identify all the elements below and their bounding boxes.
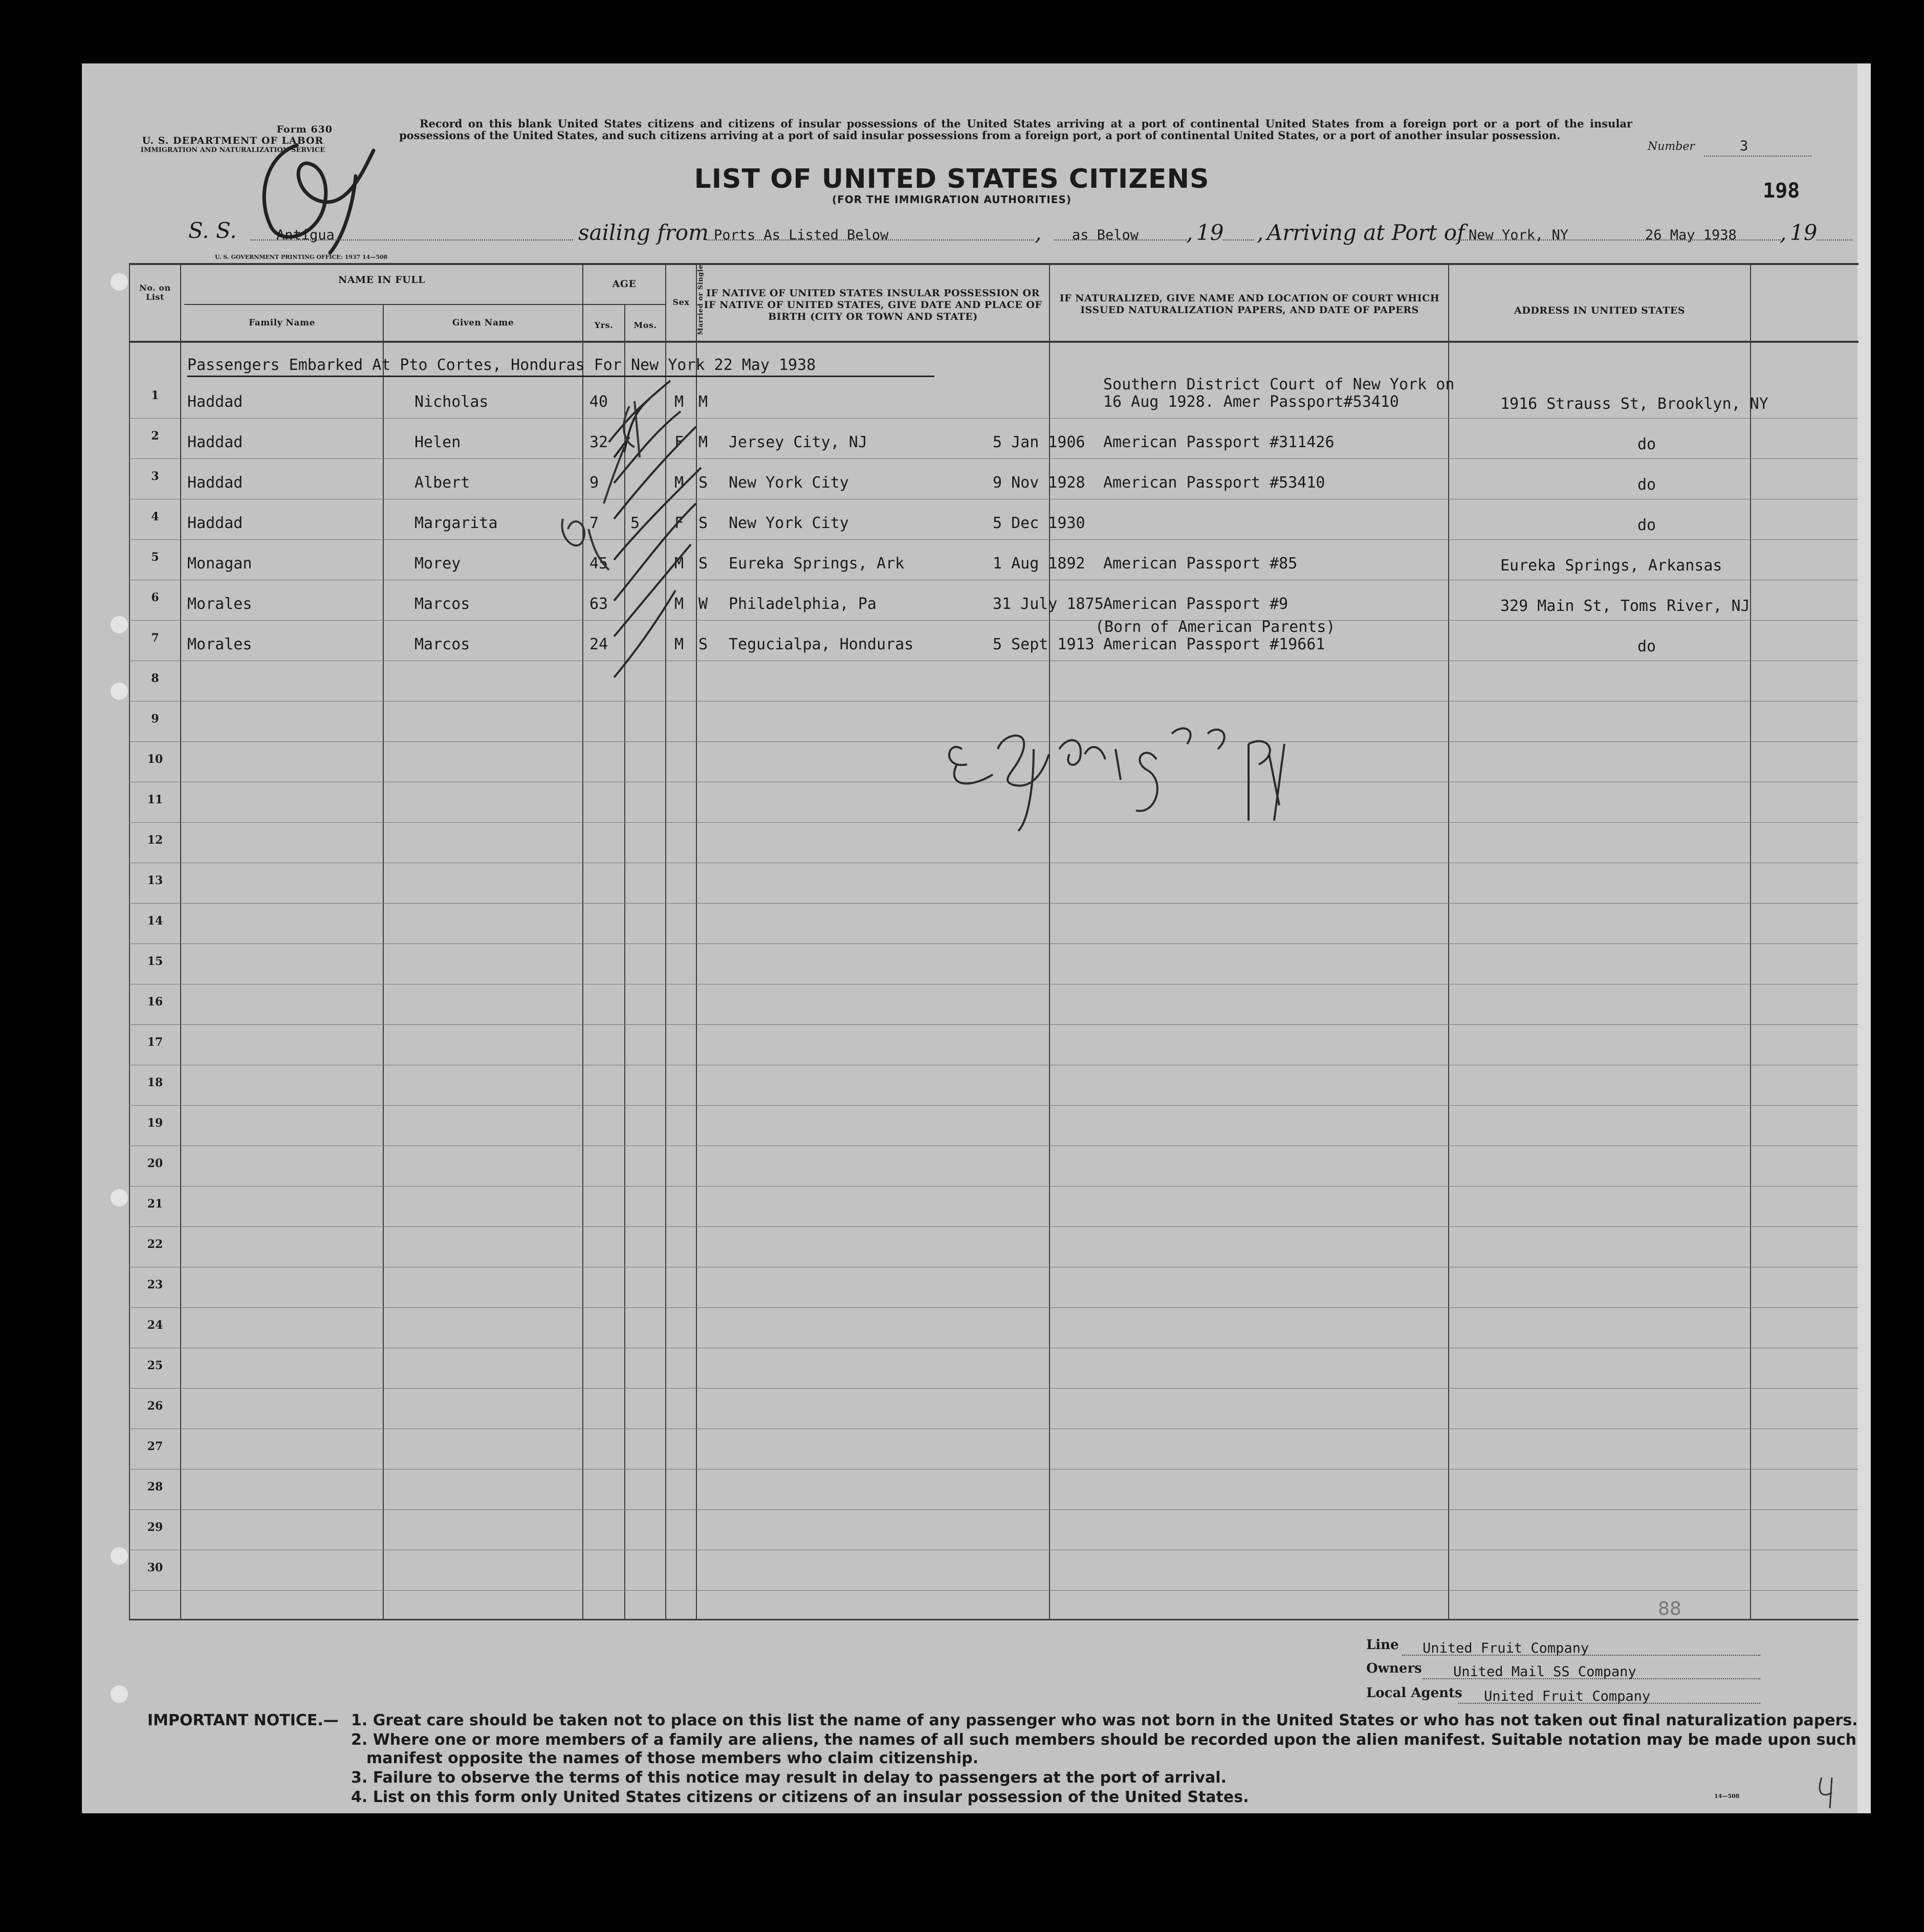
table-top-rule <box>129 263 1859 265</box>
year-label-1: 19 <box>1196 220 1224 245</box>
marital-status: W <box>698 595 708 613</box>
row-number: 21 <box>147 1197 163 1211</box>
family-name: Morales <box>187 595 252 613</box>
col-birth: IF NATIVE OF UNITED STATES INSULAR POSSESSION OR IF NATIVE OF UNITED STATES, GIVE DATE AND PLACE OF BIRTH (CITY OR TOWN AND STATE) <box>704 288 1042 322</box>
row-number: 18 <box>147 1076 163 1089</box>
line-value: United Fruit Company <box>1423 1640 1589 1656</box>
naturalization-papers: American Passport #19661 <box>1103 635 1325 653</box>
naturalization-papers: American Passport #53410 <box>1103 474 1325 492</box>
notice-2b: manifest opposite the names of those members who claim citizenship. <box>366 1749 979 1767</box>
section-heading: Passengers Embarked At Pto Cortes, Honduras For New York 22 May 1938 <box>187 356 816 374</box>
birth-place: New York City <box>729 474 849 492</box>
agents-label: Local Agents <box>1366 1685 1462 1701</box>
instructions: Record on this blank United States citizens and citizens of insular possessions of the United States arriving at a port of continental United States from a foreign port or a port of the insular possessions of the United States, and such citizens arriving at a port of said insular possessions from a foreign port, a port of continental United States, or a port of another insular possession. <box>399 117 1632 142</box>
punch-hole <box>111 1547 128 1565</box>
row-number: 9 <box>151 712 159 726</box>
given-name: Margarita <box>414 514 498 532</box>
year-line-1 <box>1223 239 1254 240</box>
service: IMMIGRATION AND NATURALIZATION SERVICE <box>140 146 325 154</box>
page-title: LIST OF UNITED STATES CITIZENS <box>694 164 1210 194</box>
owners-value: United Mail SS Company <box>1453 1664 1636 1680</box>
notice-2a: 2. Where one or more members of a family are aliens, the names of all such members should be recorded upon the alien manifest. Suitable notation may be made upon such <box>351 1731 1857 1749</box>
row-number: 28 <box>147 1480 163 1494</box>
age-months: 5 <box>630 514 640 532</box>
row-rule <box>129 1024 1859 1025</box>
age-years: 7 <box>589 514 599 532</box>
row-number: 15 <box>147 955 163 968</box>
row-number: 22 <box>147 1238 163 1251</box>
given-name: Nicholas <box>414 393 489 411</box>
birth-place: Jersey City, NJ <box>729 433 867 451</box>
age-years: 63 <box>589 595 608 613</box>
ports-value: Ports As Listed Below <box>714 227 889 243</box>
marital-status: S <box>698 635 708 653</box>
sailing-label: sailing from <box>578 220 709 245</box>
row-number: 1 <box>151 389 159 402</box>
table-bottom-rule <box>129 1619 1859 1620</box>
row-rule <box>129 418 1859 419</box>
number-line <box>1704 156 1811 157</box>
row-number: 20 <box>147 1157 163 1170</box>
marital-status: S <box>698 555 708 573</box>
col-yrs: Yrs. <box>594 320 614 330</box>
form-number: Form 630 <box>276 124 333 135</box>
naturalization-papers: American Passport #9 <box>1103 595 1288 613</box>
naturalization-papers: American Passport #311426 <box>1103 433 1335 451</box>
col-sex: Sex <box>672 297 690 307</box>
col-given-name: Given Name <box>452 318 514 328</box>
arrival-date: 26 May 1938 <box>1645 227 1737 243</box>
address: Eureka Springs, Arkansas <box>1500 557 1722 575</box>
birth-place: New York City <box>729 514 849 532</box>
birth-place: Philadelphia, Pa <box>729 595 877 613</box>
row-number: 2 <box>151 429 159 443</box>
birth-date: 5 Dec 1930 <box>993 514 1085 532</box>
handwritten-page-mark <box>1811 1772 1842 1813</box>
row-number: 5 <box>151 551 159 564</box>
address: do <box>1637 516 1656 534</box>
marital-status: S <box>698 514 708 532</box>
sex: M <box>674 635 684 653</box>
given-name: Helen <box>414 433 461 451</box>
row-number: 10 <box>147 753 163 766</box>
arrival-port: New York, NY <box>1469 227 1569 243</box>
row-rule <box>129 1590 1859 1591</box>
year-label-2: 19 <box>1790 220 1818 245</box>
notice-heading: IMPORTANT NOTICE.— <box>147 1711 339 1729</box>
birth-place: Eureka Springs, Ark <box>729 555 905 573</box>
given-name: Marcos <box>414 595 470 613</box>
family-name: Morales <box>187 635 252 653</box>
table-header-rule <box>129 341 1859 343</box>
row-number: 11 <box>147 793 163 806</box>
page-subtitle: (FOR THE IMMIGRATION AUTHORITIES) <box>832 193 1072 206</box>
row-rule <box>129 1186 1859 1187</box>
row-number: 27 <box>147 1440 163 1453</box>
stamp-number: 88 <box>1658 1598 1681 1619</box>
sex: M <box>674 555 684 573</box>
family-name: Haddad <box>187 514 243 532</box>
naturalization-papers: 16 Aug 1928. Amer Passport#53410 <box>1103 393 1399 411</box>
birth-date: 5 Jan 1906 <box>993 433 1085 451</box>
age-years: 45 <box>589 555 608 573</box>
birth-date: 31 July 1875 <box>993 595 1104 613</box>
row-rule <box>129 1105 1859 1106</box>
manifest-sheet: Form 630 U. S. DEPARTMENT OF LABOR IMMIGRATION AND NATURALIZATION SERVICE Record on this blank United States citizens and citizens of insular possessions of the United States arriving at a port of continental United States from a foreign port or a port of the insular possessions of the United States, and such citizens arriving at a port of said insular possessions from a foreign port, a port of continental United States, or a port of another insular possession. Number 3 198 LIST OF UNITED STATES CITIZENS (FOR THE IMMIGRATION AUTHORITIES) S. S. Antigua sailing from Ports As Listed Below , as Below , 19 , Arriving at Port of New York, NY 26 May 1938 , 19 U. S. GOVERNMENT PRINTING OFFICE: 1937 14—508 No. on List NAME IN FULL Family Name Given Name AGE Yrs. Mos. Sex Married or Single IF NATIVE OF UNITED STATES INSULAR POSSESSION OR IF NATIVE OF UNITED STATES, GIVE DATE AND PLACE OF BIRTH (CITY OR TOWN AND STATE) IF NATURALIZED, GIVE NAME AND LOCATION OF COURT WHICH ISSUED NATURALIZATION PAPERS, AND DATE OF PAPERS ADDRESS IN UNITED STATES 1 2 3 4 5 6 7 8 9 10 11 12 13 14 15 16 17 18 19 20 21 22 23 24 25 26 27 28 29 30 Passengers Embarked At Pto Cortes, Honduras For New York 22 May 1938 Haddad Nicholas 40 M M Southern District Court of New York on 16 Aug 1928. Amer Passport#53410 1916 Strauss St, Brooklyn, NY Haddad Helen 32 F M Jersey City, NJ 5 Jan 1906 American Passport #311426 do Haddad Albert 9 M S New York City 9 Nov 1928 American Passport #53410 do Haddad Margarita 7 5 F S New York City 5 Dec 1930 do Monagan Morey 45 M S Eureka Springs, Ark 1 Aug 1892 American Passport #85 Eureka Springs, Arkansas Morales Marcos 63 M W Philadelphia, Pa 31 July 1875 American Passport #9 329 Main St, Toms River, NJ Morales Marcos 24 M S Tegucialpa, Honduras 5 Sept 1913 (Born of American Parents) American Passport #19661 do 88 Line United Fruit Company Owners United Mail SS Company Local Agents United Fruit Company IMPORTANT NOTICE.— 1. Great care should be taken not to place on this list the name of any passenger who was not born in the United States or who has not taken out final naturalization papers. 2. Where one or more members of a family are aliens, the names of all such members should be recorded upon the alien manifest. Suitable notation may be made upon such manifest opposite the names of those members who claim citizenship. 3. Failure to observe the terms of this notice may result in delay to passengers at the port of arrival. 4. List on this form only United States citizens or citizens of an insular possession of the United States. 14—508 <box>82 63 1857 1813</box>
row-rule <box>129 539 1859 540</box>
number-label: Number <box>1648 140 1695 153</box>
punch-hole <box>111 273 128 291</box>
arriving-label: Arriving at Port of <box>1267 220 1465 245</box>
col-name-in-full: NAME IN FULL <box>338 274 425 286</box>
marital-status: M <box>698 393 708 411</box>
age-years: 24 <box>589 635 608 653</box>
punch-hole <box>111 1189 128 1206</box>
row-number: 26 <box>147 1399 163 1413</box>
marital-status: S <box>698 474 708 492</box>
agents-value: United Fruit Company <box>1484 1688 1651 1704</box>
punch-hole <box>111 1685 128 1703</box>
row-rule <box>129 1388 1859 1389</box>
printing-office: U. S. GOVERNMENT PRINTING OFFICE: 1937 14—508 <box>215 254 388 260</box>
family-name: Haddad <box>187 393 243 411</box>
family-name: Haddad <box>187 474 243 492</box>
row-number: 17 <box>147 1036 163 1049</box>
col-address: ADDRESS IN UNITED STATES <box>1514 305 1685 316</box>
col-family-name: Family Name <box>249 318 315 328</box>
punch-hole <box>111 683 128 700</box>
row-number: 25 <box>147 1359 163 1372</box>
naturalization-court: Southern District Court of New York on <box>1103 376 1455 393</box>
given-name: Morey <box>414 555 461 573</box>
handwritten-signature-time <box>931 703 1300 836</box>
marital-status: M <box>698 433 708 451</box>
address: do <box>1637 435 1656 453</box>
row-number: 6 <box>151 591 159 604</box>
address: 1916 Strauss St, Brooklyn, NY <box>1500 395 1768 413</box>
row-rule <box>129 1307 1859 1308</box>
birth-date: 1 Aug 1892 <box>993 555 1085 573</box>
row-rule <box>129 620 1859 621</box>
col-mos: Mos. <box>633 320 657 330</box>
row-number: 4 <box>151 510 159 523</box>
notice-1: 1. Great care should be taken not to place on this list the name of any passenger who was not born in the United States or who has not taken out final naturalization papers. <box>351 1711 1858 1729</box>
family-name: Monagan <box>187 555 252 573</box>
naturalization-court: (Born of American Parents) <box>1095 618 1336 636</box>
row-number: 30 <box>147 1561 163 1574</box>
address: do <box>1637 638 1656 655</box>
row-rule <box>129 903 1859 904</box>
age-years: 32 <box>589 433 608 451</box>
ship-name: Antigua <box>276 227 335 243</box>
age-years: 9 <box>589 474 599 492</box>
row-number: 12 <box>147 833 163 847</box>
sex: M <box>674 595 684 613</box>
year-line-2 <box>1817 239 1852 240</box>
naturalization-papers: American Passport #85 <box>1103 555 1298 573</box>
address: do <box>1637 476 1656 494</box>
row-rule <box>129 943 1859 944</box>
department: U. S. DEPARTMENT OF LABOR <box>142 135 324 146</box>
row-rule <box>129 1226 1859 1227</box>
sex: F <box>674 514 684 532</box>
row-number: 14 <box>147 914 163 928</box>
sex: M <box>674 474 684 492</box>
line-label: Line <box>1366 1637 1399 1653</box>
address: 329 Main St, Toms River, NJ <box>1500 597 1750 615</box>
row-number: 24 <box>147 1319 163 1332</box>
birth-place: Tegucialpa, Honduras <box>729 635 914 653</box>
handwritten-initials-column <box>532 386 675 601</box>
birth-date: 5 Sept 1913 <box>993 635 1095 653</box>
birth-date: 9 Nov 1928 <box>993 474 1085 492</box>
given-name: Albert <box>414 474 470 492</box>
row-number: 29 <box>147 1521 163 1534</box>
row-number: 16 <box>147 995 163 1008</box>
family-name: Haddad <box>187 433 243 451</box>
col-no: No. on List <box>139 283 171 302</box>
footer-code: 14—508 <box>1714 1793 1740 1799</box>
col-age: AGE <box>612 278 637 290</box>
notice-4: 4. List on this form only United States citizens or citizens of an insular possession of the United States. <box>351 1788 1249 1806</box>
row-number: 19 <box>147 1116 163 1130</box>
row-rule <box>129 458 1859 459</box>
age-years: 40 <box>589 393 608 411</box>
col-naturalized: IF NATURALIZED, GIVE NAME AND LOCATION OF COURT WHICH ISSUED NATURALIZATION PAPERS, AND DATE OF PAPERS <box>1059 293 1440 316</box>
row-number: 3 <box>151 470 159 483</box>
number-value: 3 <box>1740 138 1748 154</box>
row-number: 13 <box>147 874 163 887</box>
row-number: 8 <box>151 672 159 685</box>
notice-3: 3. Failure to observe the terms of this notice may result in delay to passengers at the port of arrival. <box>351 1769 1227 1787</box>
owners-label: Owners <box>1366 1661 1422 1676</box>
sex: M <box>674 393 684 411</box>
punch-hole <box>111 616 128 633</box>
sex: F <box>674 433 684 451</box>
row-number: 23 <box>147 1278 163 1291</box>
page-number: 198 <box>1763 179 1800 203</box>
as-below: as Below <box>1072 227 1139 243</box>
ss-label: S. S. <box>188 218 237 243</box>
row-rule <box>129 1509 1859 1510</box>
given-name: Marcos <box>414 635 470 653</box>
col-married: Married or Single <box>697 265 705 335</box>
sheet-edge <box>1857 63 1871 1813</box>
row-number: 7 <box>151 631 159 645</box>
